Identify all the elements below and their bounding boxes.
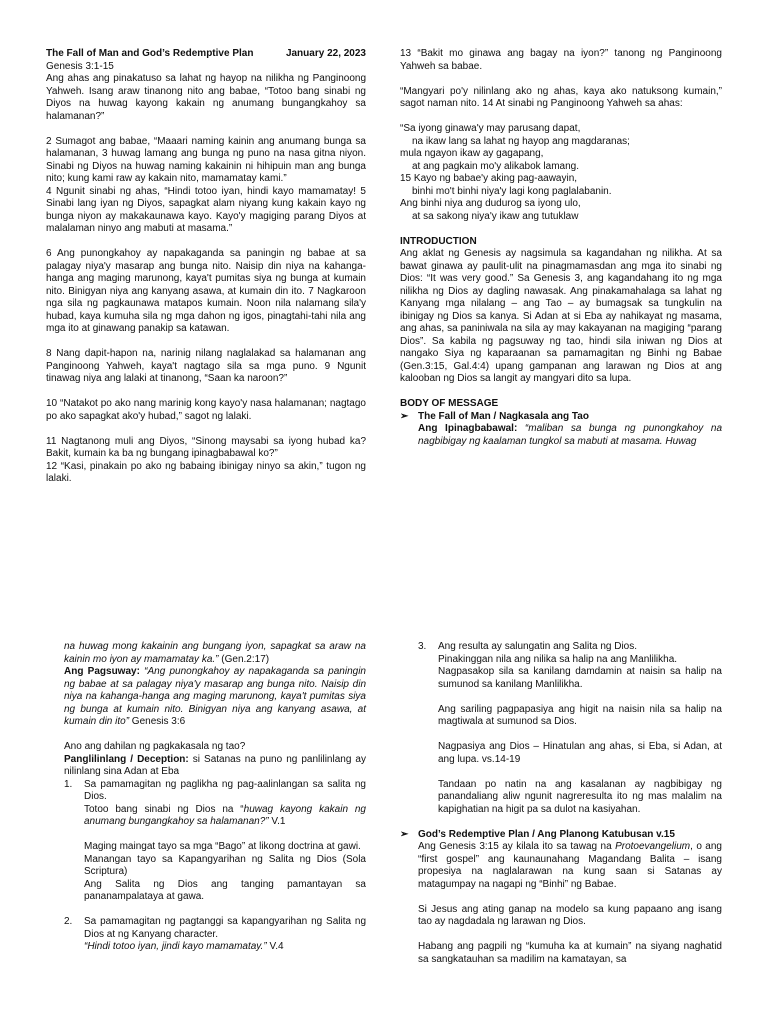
scripture-paragraph: 11 Nagtanong muli ang Diyos, “Sinong maysabi sa iyong hubad ka? Bakit, kumain ka ba ng bungang ipinagbabawal ko?” xyxy=(46,435,366,459)
scripture-paragraph: 12 “Kasi, pinakain po ako ng babaing ibinigay ninyo sa akin,” tugon ng lalaki. xyxy=(46,460,366,484)
item-point: Manangan tayo sa Kapangyarihan ng Salita ng Dios (Sola Scriptura) xyxy=(84,853,366,877)
scripture-paragraph: 4 Ngunit sinabi ng ahas, “Hindi totoo iyan, hindi kayo mamamatay! 5 Sinabi lang iyan ng Diyos, sapagkat alam niyang kung kakain kayo ng bunga niyon ay makakaunawa kayo. Kayo'y magiging parang Diyos at malalaman ninyo ang mabuti at masama.” xyxy=(46,185,366,234)
scripture-paragraph: 10 “Natakot po ako nang marinig kong kayo'y nasa halamanan; nagtago po ako sapagkat ako'y hubad,” sagot ng lalaki. xyxy=(46,398,366,422)
bottom-left-column xyxy=(64,641,366,954)
introduction-heading: INTRODUCTION xyxy=(400,235,477,247)
poem-line: 15 Kayo ng babae'y aking pag-aawayin, xyxy=(400,173,578,184)
bullet-fall-of-man xyxy=(400,411,722,424)
arrow-bullet-icon: ➢ xyxy=(400,828,409,840)
document-header xyxy=(46,48,366,61)
deception-label: Panglilinlang / Deception: xyxy=(64,753,189,765)
quote-ref: (Gen.2:17) xyxy=(218,653,270,665)
introduction-paragraph: Ang aklat ng Genesis ay nagsimula sa kagandahan ng nilikha. At sa bawat ginawa ay paulit-ulit na pinagmamasdan ang mga ito sinabi ng Dios: “It was very good.” Sa Genesis 3, ang kagandahang ito ng mga nilikha ng Dios ay dagling nawasak. Ang pinakamahalaga sa lahat ng Kanyang mga nilalang – ang Tao – ay bumagsak sa tungkulin na ibinigay ng Dios sa kanya. Si Adan at si Eba ay nahikayat ng masama, ang ahas, sa paniniwala na sila ay may kakayanan na magiging “parang Dios”. Sa kabila ng pagsuway ng tao, hindi sila iniwan ng Dios at nangako Siya ng kaparaanan sa pamamagitan ng Binhi ng Babae (Gen.3:15, Gal.4:4) upang gampanan ang larawan ng Dios at ang kalooban ng Dios sa langit ay mangyari dito sa lupa. xyxy=(400,248,722,384)
top-left-column xyxy=(46,48,366,486)
poem-line: “Sa iyong ginawa'y may parusang dapat, xyxy=(400,123,581,134)
item-quote xyxy=(84,941,366,954)
item-point: Tandaan po natin na ang kasalanan ay nagbibigay ng panandaliang aliw ngunit nagreresulta ito ng mas malalim na kapighatian na higit pa sa dulot na kasiyahan. xyxy=(438,778,722,815)
bottom-right-column xyxy=(400,641,722,966)
quote-text: “Ang punongkahoy ay napakaganda sa paningin ng babae at sa palagay niya'y masarap ang bunga nito. Naisip din niya na kahanga-hanga ang maging marunong, kaya't pumitas siya ng bunga at kumain nito. Binigyan niya ang kanyang asawa, at kumain din ito” xyxy=(64,666,366,727)
body-heading: BODY OF MESSAGE xyxy=(400,398,499,409)
quote-paragraph xyxy=(64,666,366,729)
scripture-paragraph: “Mangyari po'y nilinlang ako ng ahas, kaya ako natuksong kumain,” sagot naman nito. 14 At sinabi ng Panginoong Yahweh sa ahas: xyxy=(400,85,722,109)
numbered-item xyxy=(64,916,366,954)
bullet-quote: “maliban sa bunga ng punongkahoy na nagbibigay ng kaalaman tungkol sa mabuti at masama. Huwag xyxy=(418,423,723,447)
quote-paragraph xyxy=(64,641,366,666)
bullet-redemptive-plan xyxy=(400,829,722,842)
quote-prefix: Totoo bang sinabi ng Dios na “ xyxy=(84,803,244,815)
poem-line: mula ngayon ikaw ay gagapang, xyxy=(400,148,544,159)
scripture-paragraph: 8 Nang dapit-hapon na, narinig nilang naglalakad sa halamanan ang Panginoong Yahweh, kaya't nagtago sila sa mga puno. 9 Ngunit tinawag niya ang lalaki at tinanong, “Saan ka naroon?” xyxy=(46,348,366,384)
item-point: Pinakinggan nila ang nilika sa halip na ang Manlilikha. xyxy=(438,653,678,665)
bullet-paragraph: Si Jesus ang ating ganap na modelo sa kung papaano ang isang tao ay nagdadala ng larawan ng Dios. xyxy=(418,903,722,927)
quote-ref: V.4 xyxy=(266,941,284,952)
bullet-label: Ang Ipinagbabawal: xyxy=(418,423,518,434)
poem-line: at sa sakong niya'y ikaw ang tutuklaw xyxy=(412,210,579,222)
document-date: January 22, 2023 xyxy=(285,48,366,59)
item-text: Sa pamamagitan ng pagtanggi sa kapangyarihan ng Salita ng Dios at ng Kanyang character. xyxy=(84,916,366,940)
item-point: Nagpasakop sila sa kanilang damdamin at naisin sa halip na sumunod sa kanilang Manlilikha. xyxy=(438,666,722,690)
scripture-paragraph: 6 Ang punongkahoy ay napakaganda sa paningin ng babae at sa palagay niya'y masarap ang bunga nito. Naisip din niya na kahanga-hanga ang maging marunong, kaya't pumitas siya ng bunga at kumain nito. Binigyan niya ang kanyang asawa, at kumain din ito. 7 Nagkaroon nga sila ng pagkaunawa matapos kumain. Noon nila nalamang sila'y hubad, kaya kumuha sila ng mga dahon ng igos, pinagtahi-tahi nila ang mga ito at ginawang panakip sa katawan. xyxy=(46,248,366,334)
item-point: Ang Salita ng Dios ang tanging pamantayan sa pananampalataya at gawa. xyxy=(84,878,366,902)
item-text: Sa pamamagitan ng paglikha ng pag-aalinlangan sa salita ng Dios. xyxy=(84,778,366,802)
bullet-title: God’s Redemptive Plan / Ang Planong Katubusan v.15 xyxy=(418,828,675,840)
numbered-item xyxy=(64,779,366,904)
numbered-item xyxy=(400,641,722,816)
bullet-paragraph: Habang ang pagpili ng “kumuha ka at kumain” na siyang naghatid sa sangkatauhan sa madilim na kamatayan, sa xyxy=(418,941,722,965)
quote-text: huwag kayong kakain ng anumang bungangkahoy sa halamanan?” xyxy=(84,803,366,827)
deception-paragraph xyxy=(64,754,366,779)
quote-text: na huwag mong kakainin ang bungang iyon, sapagkat sa araw na kainin mo iyon ay mamamatay ka.” xyxy=(64,641,366,665)
poem-line: Ang binhi niya ang dudurog sa iyong ulo, xyxy=(400,198,581,209)
scripture-paragraph: 13 “Bakit mo ginawa ang bagay na iyon?” tanong ng Panginoong Yahweh sa babae. xyxy=(400,48,722,72)
item-number: 2. xyxy=(64,916,73,927)
quote-text: “Hindi totoo iyan, jindi kayo mamamatay.” xyxy=(84,941,267,952)
item-quote xyxy=(84,804,366,829)
scripture-paragraph: Ang ahas ang pinakatuso sa lahat ng hayop na nilikha ng Panginoong Yahweh. Isang araw tinanong nito ang babae, “Totoo bang sinabi ng Diyos na huwag kayong kakain ng anumang bungangkahoy sa halamanan?” xyxy=(46,73,366,122)
quote-label: Ang Pagsuway: xyxy=(64,666,140,677)
poem-line: at ang pagkain mo'y alikabok lamang. xyxy=(412,160,580,172)
item-text: Ang resulta ay salungatin ang Salita ng Dios. xyxy=(438,641,638,652)
quote-ref: V.1 xyxy=(268,816,286,827)
bullet-title: The Fall of Man / Nagkasala ang Tao xyxy=(418,410,589,422)
arrow-bullet-icon: ➢ xyxy=(400,410,409,422)
top-right-column xyxy=(400,48,722,448)
item-point: Ang sariling pagpapasiya ang higit na naisin nila sa halip na magtiwala at sumunod sa Dios. xyxy=(438,703,722,727)
item-point: Maging maingat tayo sa mga “Bago” at likong doctrina at gawi. xyxy=(84,841,361,852)
text-part: Ang Genesis 3:15 ay kilala ito sa tawag na xyxy=(418,841,616,852)
scripture-reference: Genesis 3:1-15 xyxy=(46,60,114,72)
bullet-paragraph xyxy=(418,841,722,891)
text-italic: Protoevangelium xyxy=(615,841,691,852)
scripture-paragraph: 2 Sumagot ang babae, “Maaari naming kainin ang anumang bunga sa halamanan, 3 huwag lamang ang bunga ng puno na nasa gitna niyon. Sinabi ng Diyos na huwag naming kakainin ni hihipuin man ang bunga nito; kung kami raw ay kakain nito, mamamatay kami.” xyxy=(46,135,366,184)
poem-block xyxy=(400,123,722,223)
item-number: 1. xyxy=(64,778,73,790)
bullet-paragraph xyxy=(400,423,722,448)
poem-line: binhi mo't binhi niya'y lagi kong paglalabanin. xyxy=(412,185,612,197)
quote-ref: Genesis 3:6 xyxy=(129,716,186,727)
poem-line: na ikaw lang sa lahat ng hayop ang magdaranas; xyxy=(412,135,630,147)
document-title: The Fall of Man and God’s Redemptive Plan xyxy=(46,48,254,59)
item-number: 3. xyxy=(418,641,427,652)
question-text: Ano ang dahilan ng pagkakasala ng tao? xyxy=(64,741,246,752)
text-part: , o ang “first gospel” ang kaunaunahang Magandang Balita – isang propesiya na naglalarawan na kung saan si Satanas ay matagumpay na nagapi ng “Binhi” ng Babae. xyxy=(418,841,722,890)
deception-text: si Satanas na puno ng panlilinlang ay nilinlang sina Adan at Eba xyxy=(64,753,366,777)
item-point: Nagpasiya ang Dios – Hinatulan ang ahas, si Eba, si Adan, at ang lupa. vs.14-19 xyxy=(438,741,722,765)
